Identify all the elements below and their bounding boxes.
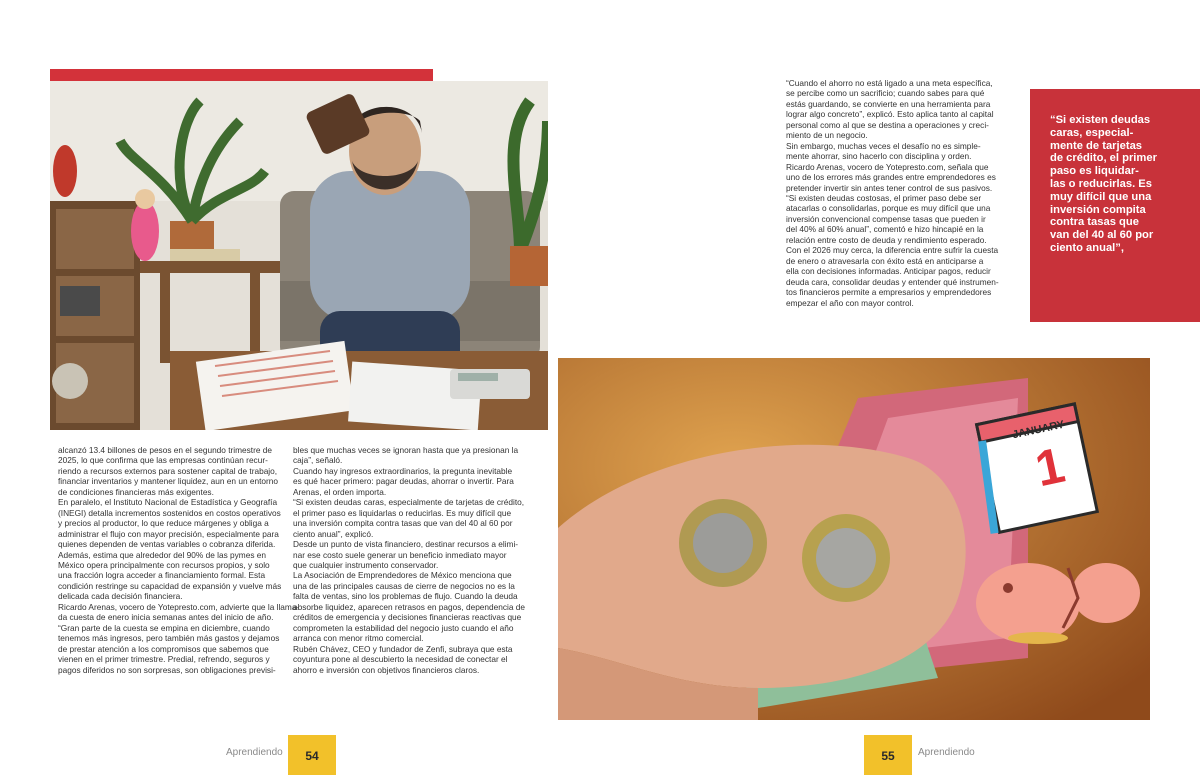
text-line: pagos diferidos no son sorpresas, son obligaciones previsi- — [58, 664, 276, 675]
text-line: el primer paso es liquidarlas o reducirlas. Es muy difícil que — [293, 507, 512, 518]
text-line: una de las principales causas de cierre de negocios no es la — [293, 580, 515, 591]
text-line: financiar inventarios y mantener liquidez, aun en un entorno — [58, 476, 279, 487]
text-line: es qué hacer primero: pagar deudas, ahorrar o invertir. Para — [293, 476, 514, 487]
text-line: ciento anual”, explicó. — [293, 528, 374, 539]
text-line: créditos de emergencia y decisiones financieras reactivas que — [293, 612, 522, 623]
text-line: tos financieros permite a empresarios y emprendedores — [786, 287, 992, 298]
quote-line: inversión compita — [1050, 203, 1146, 216]
text-line: Con el 2026 muy cerca, la diferencia entre sufrir la cuesta — [786, 245, 999, 256]
text-line: Cuando hay ingresos extraordinarios, la pregunta inevitable — [293, 465, 513, 476]
page-number-text: 54 — [305, 749, 319, 763]
right-column — [786, 78, 1006, 308]
text-line: mente ahorrar, sino hacerlo con disciplina y orden. — [786, 151, 972, 162]
text-line: alcanzó 13.4 billones de pesos en el segundo trimestre de — [58, 445, 273, 455]
text-line: de prestar atención a los compromisos que sabemos que — [58, 643, 269, 654]
text-line: deuda cara, consolidar deudas y entender qué instrumen- — [786, 276, 999, 287]
text-line: falta de ventas, sino los problemas de flujo. Cuando la deuda — [293, 591, 518, 602]
text-line: bles que muchas veces se ignoran hasta que ya presionan la — [293, 445, 519, 455]
quote-line: caras, especial- — [1050, 126, 1134, 139]
text-line: arranca con menor ritmo comercial. — [293, 633, 424, 644]
pull-quote — [1050, 114, 1157, 255]
text-line: ella con decisiones informadas. Anticipar pagos, reducir — [786, 266, 991, 277]
text-line: “Cuando el ahorro no está ligado a una meta específica, — [786, 78, 993, 88]
text-line: personal como al que se destina a operaciones y creci- — [786, 119, 989, 130]
page-number-right — [864, 735, 912, 775]
left-column-2 — [293, 445, 528, 675]
text-line: 2025, lo que confirma que las empresas continúan recur- — [58, 455, 268, 466]
text-line: de condiciones financieras más exigentes. — [58, 486, 214, 497]
pull-quote-box — [1030, 89, 1200, 322]
accent-bar — [50, 69, 433, 81]
photo-worried-man — [50, 81, 548, 430]
photo-hand-with-money — [558, 358, 1150, 720]
text-line: caja”, señaló. — [293, 455, 343, 466]
text-line: Además, estima que alrededor del 90% de las pymes en — [58, 549, 267, 560]
text-line: una inversión compita contra tasas que van del 40 al 60 por — [293, 518, 513, 529]
text-line: se percibe como un sacrificio; cuando sabes para qué — [786, 88, 985, 99]
text-line: vienen en el primer trimestre. Predial, refrendo, seguros y — [58, 654, 270, 665]
text-line: Arenas, el orden importa. — [293, 486, 387, 497]
text-line: comprometen la estabilidad del negocio justo cuando el año — [293, 622, 514, 633]
calendar-day: 1 — [1030, 436, 1070, 498]
quote-line: paso es liquidar- — [1050, 165, 1139, 178]
text-line: de enero o atravesarla con éxito está en anticiparse a — [786, 255, 984, 266]
quote-line: muy difícil que una — [1050, 190, 1152, 203]
text-line: una fracción logra acceder a financiamiento formal. Esta — [58, 570, 266, 581]
text-line: Rubén Chávez, CEO y fundador de Zenfi, subraya que esta — [293, 643, 513, 654]
text-line: condición restringe su capacidad de expansión y vuelve más — [58, 580, 282, 591]
quote-line: contra tasas que — [1050, 216, 1139, 229]
quote-line: de crédito, el primer — [1050, 152, 1157, 165]
text-line: En paralelo, el Instituto Nacional de Estadística y Geografía — [58, 497, 278, 508]
text-line: “Si existen deudas costosas, el primer paso debe ser — [786, 192, 982, 203]
text-line: Ricardo Arenas, vocero de Yotepresto.com, advierte que la llama- — [58, 601, 300, 612]
page-number-left — [288, 735, 336, 775]
page-number-text: 55 — [881, 749, 895, 763]
text-line: tenemos más ingresos, pero también más gastos y dejamos — [58, 633, 280, 644]
text-line: relación entre costo de deuda y rendimiento esperado. — [786, 234, 987, 245]
quote-line: mente de tarjetas — [1050, 139, 1143, 152]
text-line: riendo a recursos externos para sostener capital de trabajo, — [58, 465, 278, 476]
text-line: Sin embargo, muchas veces el desafío no es simple- — [786, 140, 981, 151]
calendar-label: JANUARY — [1011, 418, 1066, 442]
runner-right: Aprendiendo — [918, 747, 975, 758]
text-line: y precios al productor, lo que reduce márgenes y obliga a — [58, 518, 269, 529]
text-line: da cuesta de enero inicia semanas antes del inicio de año. — [58, 612, 274, 623]
text-line: empezar el año con mayor control. — [786, 297, 914, 308]
text-line: Desde un punto de vista financiero, destinar recursos a elimi- — [293, 539, 519, 550]
text-line: inversión convencional compense tasas que pueden ir — [786, 213, 986, 224]
text-line: Ricardo Arenas, vocero de Yotepresto.com, señala que — [786, 161, 989, 172]
text-line: que cualquier instrumento conservador. — [293, 559, 439, 570]
text-line: atacarlas o consolidarlas, porque es muy difícil que una — [786, 203, 991, 214]
quote-line: “Si existen deudas — [1050, 114, 1151, 126]
text-line: delicada cada decisión financiera. — [58, 591, 183, 602]
text-line: “Si existen deudas caras, especialmente de tarjetas de crédito, — [293, 497, 525, 508]
text-line: del 40% al 60% anual”, comentó e hizo hincapié en la — [786, 224, 984, 235]
quote-line: ciento anual”, — [1050, 241, 1124, 254]
text-line: administrar el flujo con mayor precisión, especialmente para — [58, 528, 279, 539]
text-line: nar ese costo suele generar un beneficio inmediato mayor — [293, 549, 507, 560]
text-line: lograr algo concreto”, explicó. Esto aplica tanto al capital — [786, 109, 994, 120]
text-line: pretender invertir sin antes tener control de sus pasivos. — [786, 182, 993, 193]
text-line: “Gran parte de la cuesta se empina en diciembre, cuando — [58, 622, 270, 633]
text-line: estás guardando, se convierte en una herramienta para — [786, 98, 991, 109]
runner-left: Aprendiendo — [226, 747, 283, 758]
text-line: México opera principalmente con recursos propios, y solo — [58, 559, 270, 570]
text-line: miento de un negocio. — [786, 130, 868, 141]
text-line: absorbe liquidez, aparecen retrasos en pagos, dependencia de — [293, 601, 526, 612]
text-line: uno de los errores más grandes entre emprendedores es — [786, 172, 996, 183]
text-line: quienes dependen de ventas variables o cobranza diferida. — [58, 539, 276, 550]
text-line: (INEGI) detalla incrementos sostenidos en costos operativos — [58, 507, 281, 518]
text-line: ahorro e inversión con objetivos financieros claros. — [293, 664, 480, 675]
left-column-1 — [58, 445, 300, 675]
quote-line: van del 40 al 60 por — [1050, 229, 1154, 242]
text-line: La Asociación de Emprendedores de México menciona que — [293, 570, 512, 581]
text-line: coyuntura pone al descubierto la necesidad de conectar el — [293, 654, 508, 665]
quote-line: las o reducirlas. Es — [1050, 177, 1152, 190]
